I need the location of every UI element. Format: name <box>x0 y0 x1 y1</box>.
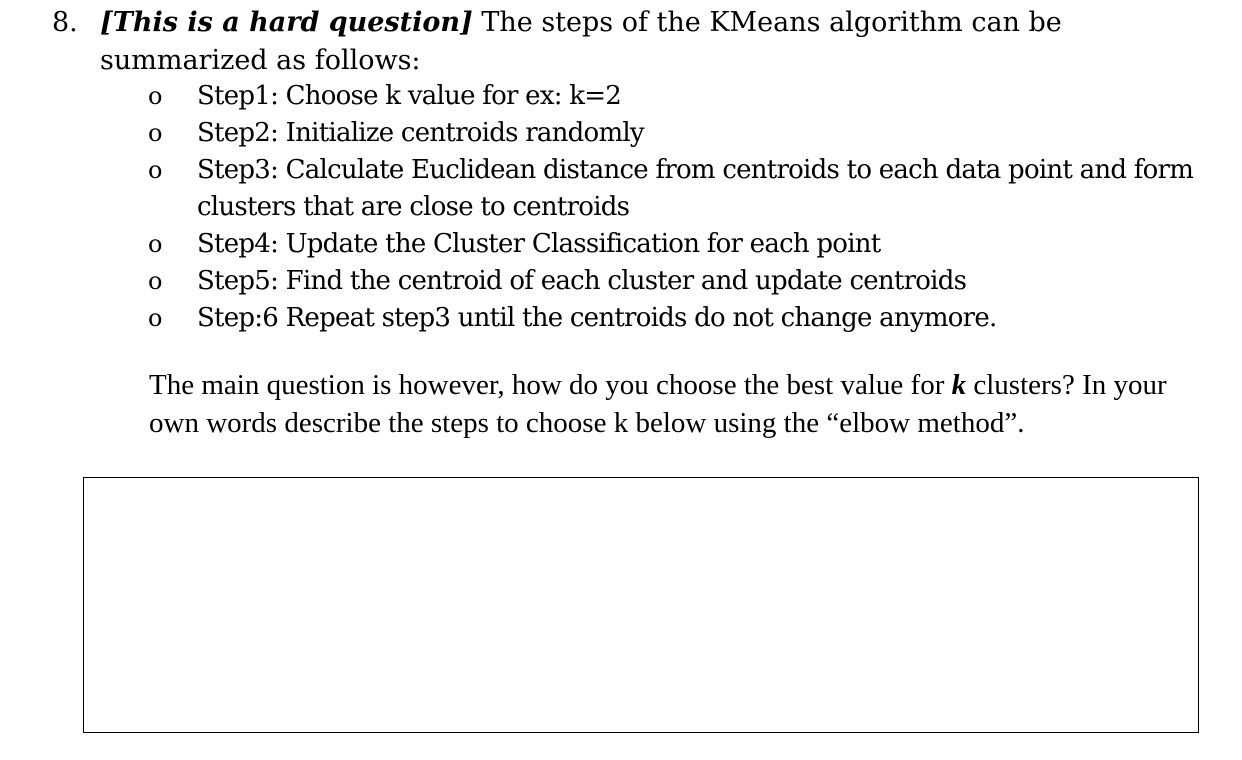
bullet-icon: o <box>148 230 163 258</box>
bullet-icon: o <box>148 156 163 184</box>
bullet-icon: o <box>148 82 163 110</box>
list-item <box>0 78 1242 115</box>
question-difficulty-tag: [This is a hard question] <box>100 7 473 38</box>
answer-box[interactable] <box>83 477 1199 733</box>
list-item <box>0 226 1242 263</box>
bullet-icon: o <box>148 304 163 332</box>
step-2-text: Step2: Initialize centroids randomly <box>197 118 644 148</box>
bullet-icon: o <box>148 267 163 295</box>
question-heading <box>100 4 1220 80</box>
step-6-text: Step:6 Repeat step3 until the centroids do not change anymore. <box>197 303 997 333</box>
list-item <box>0 263 1242 300</box>
main-question-before: The main question is however, how do you choose the best value for <box>149 369 952 401</box>
main-question <box>149 366 1219 442</box>
list-item <box>0 152 1242 226</box>
question-intro: The steps of the KMeans algorithm can be summarized as follows: <box>100 7 1062 76</box>
step-3-text: Step3: Calculate Euclidean distance from centroids to each data point and form clusters that are close to centroids <box>197 155 1194 222</box>
step-5-text: Step5: Find the centroid of each cluster and update centroids <box>197 266 967 296</box>
list-item <box>0 115 1242 152</box>
main-question-k: k <box>951 369 967 401</box>
kmeans-steps-list <box>0 78 1242 337</box>
step-4-text: Step4: Update the Cluster Classification for each point <box>197 229 881 259</box>
step-1-text: Step1: Choose k value for ex: k=2 <box>197 81 622 111</box>
bullet-icon: o <box>148 119 163 147</box>
question-number: 8. <box>52 7 78 38</box>
main-question-after: clusters? In your own words describe the steps to choose k below using the “elbow method”. <box>149 369 1167 439</box>
list-item <box>0 300 1242 337</box>
